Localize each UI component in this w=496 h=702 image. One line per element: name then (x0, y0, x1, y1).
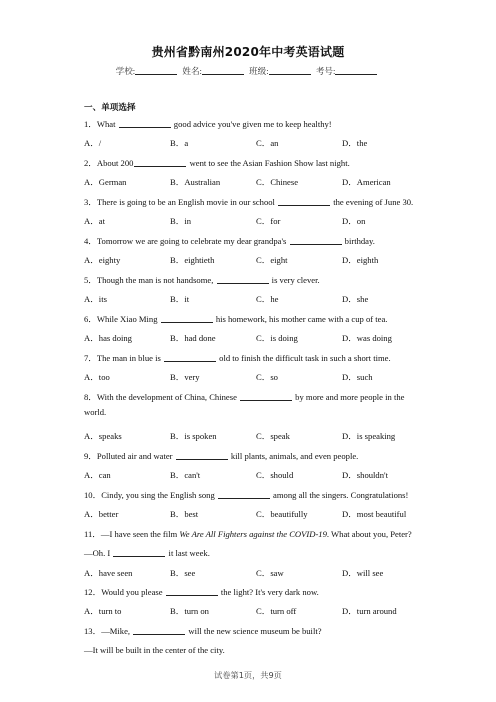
option-c: C．speak (256, 431, 290, 441)
class-label: 班级: (249, 66, 269, 76)
question-text: 10．Cindy, you sing the English song (84, 490, 217, 500)
option-b: B．eightieth (170, 255, 215, 265)
option-b: B．Australian (170, 177, 221, 187)
option-a: A．turn to (84, 606, 122, 616)
question-5 (84, 273, 418, 288)
option-c: C．saw (256, 568, 284, 578)
option-d: D．the (342, 138, 368, 148)
question-7 (84, 351, 418, 366)
option-d: D．shouldn't (342, 470, 388, 480)
question-8 (84, 390, 418, 420)
answer-blank (217, 275, 269, 284)
option-d: D．will see (342, 568, 384, 578)
question-text: went to see the Asian Fashion Show last night. (187, 158, 350, 168)
answer-blank (240, 392, 292, 401)
answer-blank (113, 548, 165, 557)
question-text: 13．—Mike, (84, 626, 133, 636)
class-blank (269, 66, 311, 75)
option-a: A．eighty (84, 255, 121, 265)
question-text: among all the singers. Congratulations! (270, 490, 409, 500)
option-b: B．it (170, 294, 190, 304)
question-text: 6．While Xiao Ming (84, 314, 160, 324)
film-title: We Are All Fighters against the COVID-19 (179, 529, 327, 539)
answer-blank (176, 451, 228, 460)
options-1 (84, 136, 424, 151)
option-b: B．turn on (170, 606, 209, 616)
answer-blank (166, 587, 218, 596)
option-c: C．he (256, 294, 279, 304)
option-d: D．turn around (342, 606, 397, 616)
option-c: C．for (256, 216, 281, 226)
answer-blank (134, 158, 186, 167)
question-text: the evening of June 30. (331, 197, 414, 207)
options-12 (84, 604, 424, 619)
option-a: A．have seen (84, 568, 133, 578)
question-text: 2．About 200 (84, 158, 134, 168)
option-a: A．can (84, 470, 111, 480)
question-text: is very clever. (269, 275, 320, 285)
option-c: C．is doing (256, 333, 298, 343)
options-5 (84, 292, 424, 307)
option-c: C．eight (256, 255, 288, 265)
student-info-line (0, 65, 496, 77)
section-heading: 一、单项选择 (84, 103, 136, 113)
question-3 (84, 195, 418, 210)
question-text: kill plants, animals, and even people. (228, 451, 359, 461)
option-b: B．very (170, 372, 200, 382)
answer-blank (119, 119, 171, 128)
option-a: A．better (84, 509, 119, 519)
school-blank (135, 66, 177, 75)
options-10 (84, 507, 424, 522)
question-4 (84, 234, 418, 249)
options-6 (84, 331, 424, 346)
option-a: A．/ (84, 138, 102, 148)
question-1 (84, 117, 418, 132)
answer-blank (161, 314, 213, 323)
question-text: —Oh. I (84, 548, 113, 558)
question-text: 3．There is going to be an English movie in our school (84, 197, 278, 207)
name-label: 姓名: (182, 66, 202, 76)
question-13 (84, 624, 418, 639)
answer-blank (290, 236, 342, 245)
option-b: B．is spoken (170, 431, 217, 441)
question-text: 7．The man in blue is (84, 353, 164, 363)
option-b: B．best (170, 509, 199, 519)
question-text: the light? It's very dark now. (218, 587, 319, 597)
question-text: 8．With the development of China, Chinese (84, 392, 240, 402)
question-12 (84, 585, 418, 600)
option-d: D．American (342, 177, 391, 187)
option-d: D．on (342, 216, 366, 226)
option-d: D．such (342, 372, 373, 382)
school-label: 学校: (115, 66, 136, 76)
options-4 (84, 253, 424, 268)
question-text: will the new science museum be built? (186, 626, 322, 636)
option-a: A．German (84, 177, 127, 187)
exam-number-blank (335, 66, 377, 75)
answer-blank (133, 626, 185, 635)
option-b: B．in (170, 216, 192, 226)
question-13-reply: —It will be built in the center of the city. (84, 645, 225, 655)
question-text: by more and more people in the world. (84, 392, 405, 417)
question-text: 9．Polluted air and water (84, 451, 175, 461)
option-a: A．has doing (84, 333, 132, 343)
question-11-reply (84, 546, 418, 561)
question-9 (84, 449, 418, 464)
option-b: B．see (170, 568, 196, 578)
question-text: it last week. (166, 548, 210, 558)
option-d: D．most beautiful (342, 509, 407, 519)
answer-blank (218, 490, 270, 499)
option-d: D．is speaking (342, 431, 396, 441)
option-d: D．eighth (342, 255, 379, 265)
question-text: . What about you, Peter? (326, 529, 412, 539)
question-text: 12．Would you please (84, 587, 165, 597)
options-8 (84, 429, 424, 444)
question-text: old to finish the difficult task in such a short time. (217, 353, 391, 363)
options-2 (84, 175, 424, 190)
question-text: his homework, his mother came with a cup of tea. (213, 314, 388, 324)
options-7 (84, 370, 424, 385)
question-2 (84, 156, 418, 171)
question-text: 1．What (84, 119, 118, 129)
option-c: C．turn off (256, 606, 297, 616)
option-c: C．Chinese (256, 177, 299, 187)
answer-blank (164, 353, 216, 362)
option-c: C．so (256, 372, 278, 382)
name-blank (202, 66, 244, 75)
question-text: 11．—I have seen the film (84, 529, 180, 539)
options-9 (84, 468, 424, 483)
answer-blank (278, 197, 330, 206)
option-b: B．can't (170, 470, 201, 480)
option-a: A．speaks (84, 431, 122, 441)
option-d: D．was doing (342, 333, 392, 343)
option-c: C．an (256, 138, 279, 148)
question-6 (84, 312, 418, 327)
options-3 (84, 214, 424, 229)
page-title: 贵州省黔南州2020年中考英语试题 (151, 45, 345, 59)
exam-number-label: 考号: (315, 66, 336, 76)
option-a: A．at (84, 216, 106, 226)
question-text: birthday. (342, 236, 375, 246)
option-b: B．had done (170, 333, 216, 343)
question-10 (84, 488, 418, 503)
option-a: A．its (84, 294, 107, 304)
option-c: C．beautifully (256, 509, 308, 519)
option-a: A．too (84, 372, 110, 382)
options-11 (84, 566, 424, 581)
option-c: C．should (256, 470, 294, 480)
question-text: good advice you've given me to keep healthy! (171, 119, 332, 129)
question-text: 5．Though the man is not handsome, (84, 275, 216, 285)
page-footer: 试卷第1页，共9页 (214, 670, 282, 680)
question-11 (84, 527, 418, 542)
option-b: B．a (170, 138, 189, 148)
question-text: 4．Tomorrow we are going to celebrate my dear grandpa's (84, 236, 289, 246)
option-d: D．she (342, 294, 369, 304)
